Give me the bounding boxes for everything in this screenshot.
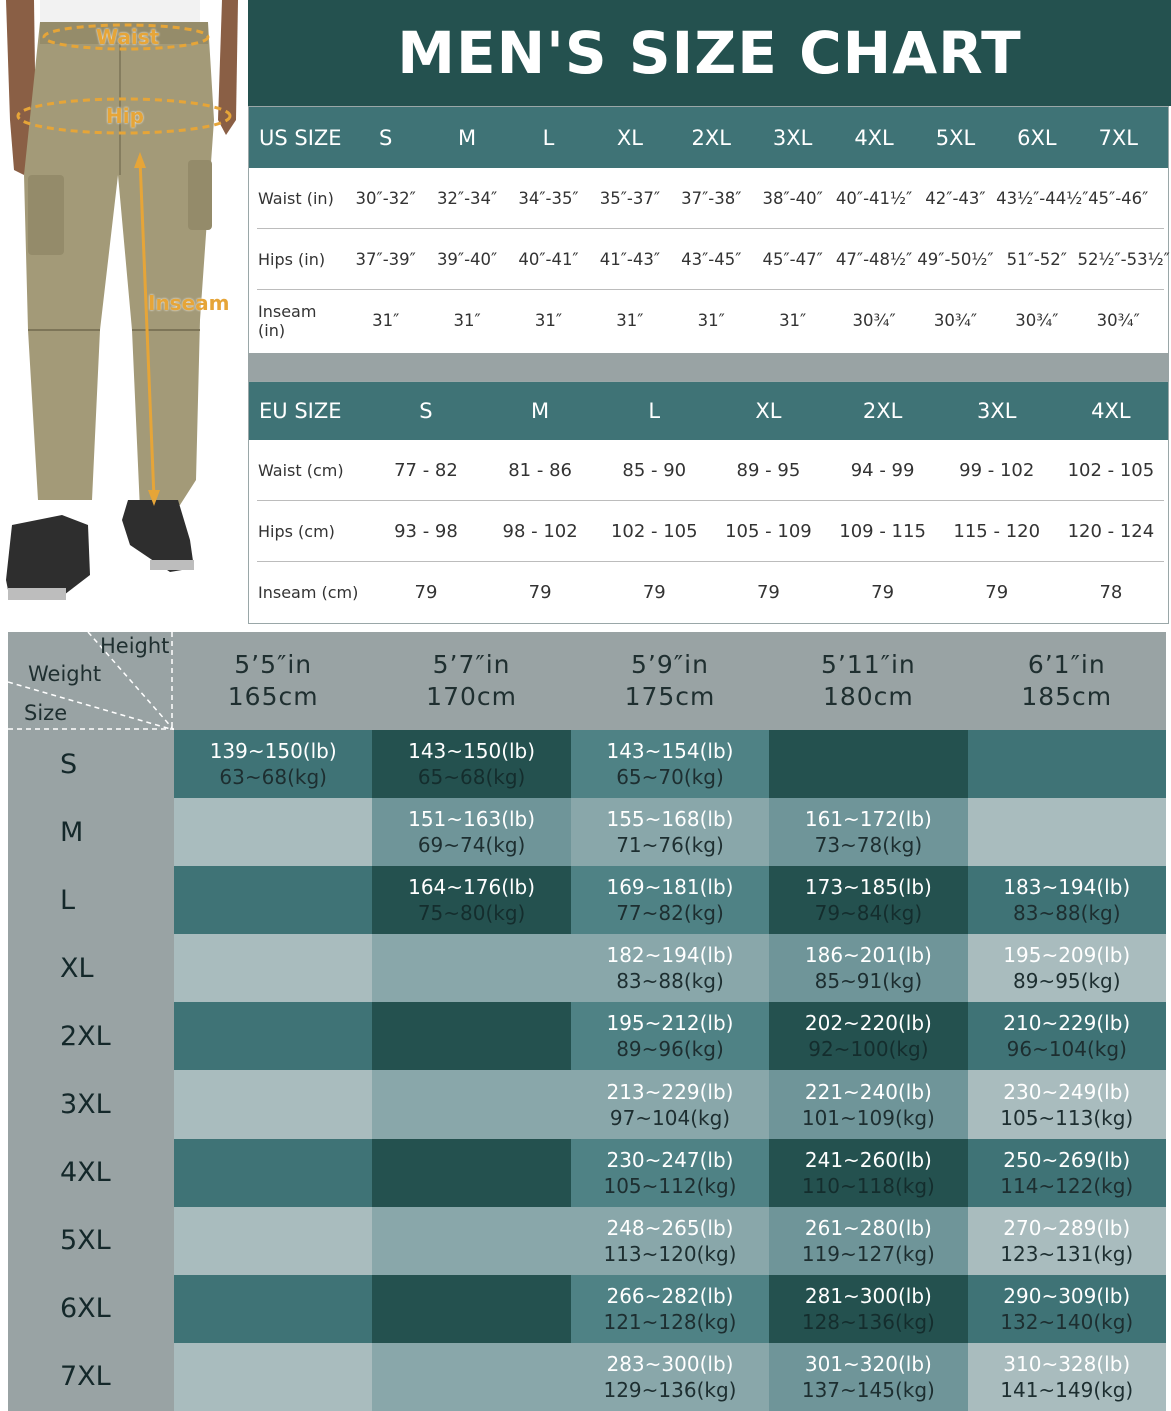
weight-cell xyxy=(174,1207,372,1275)
size-label: 4XL xyxy=(60,1157,111,1189)
us-size-l: L xyxy=(542,125,555,150)
weight-cell xyxy=(372,798,570,866)
table-cell: 51″-52″ xyxy=(1006,250,1067,269)
weight-cells xyxy=(174,730,1166,1411)
us-inseam-row xyxy=(249,290,1168,351)
table-cell: 79 xyxy=(871,582,895,603)
weight-lb: 182~194(lb) xyxy=(606,943,734,968)
us-size-3xl: 3XL xyxy=(772,125,813,150)
us-size-5xl: 5XL xyxy=(935,125,976,150)
weight-lb: 164~176(lb) xyxy=(408,875,536,900)
weight-cell xyxy=(968,730,1166,798)
weight-cell xyxy=(372,1070,570,1138)
table-cell: 79 xyxy=(528,582,552,603)
height-cm: 175cm xyxy=(624,682,716,711)
weight-lb: 290~309(lb) xyxy=(1003,1283,1131,1308)
eu-size-l: L xyxy=(648,399,661,423)
table-cell: 78 xyxy=(1099,582,1123,603)
weight-lb: 173~185(lb) xyxy=(804,875,932,900)
weight-cell xyxy=(174,798,372,866)
size-label: S xyxy=(60,748,78,780)
weight-cell xyxy=(372,866,570,934)
height-cm: 170cm xyxy=(426,682,517,711)
eu-size-4xl: 4XL xyxy=(1091,399,1131,423)
eu-size-header-label: EU SIZE xyxy=(259,399,342,423)
separator-band xyxy=(248,353,1169,381)
height-ft: 6’1″in xyxy=(1027,650,1106,679)
table-cell: 89 - 95 xyxy=(736,460,801,481)
weight-cell xyxy=(968,1343,1166,1411)
table-cell: 77 - 82 xyxy=(394,460,458,481)
eu-row-label: Hips (cm) xyxy=(258,522,335,541)
table-cell: 99 - 102 xyxy=(959,460,1035,481)
height-cm: 165cm xyxy=(227,682,319,711)
weight-kg: 96~104(kg) xyxy=(1006,1037,1127,1062)
eu-size-s: S xyxy=(419,399,433,423)
eu-size-m: M xyxy=(531,399,550,423)
page-title: MEN'S SIZE CHART xyxy=(397,19,1022,87)
weight-cell xyxy=(174,730,372,798)
height-header xyxy=(174,632,372,730)
table-cell: 43″-45″ xyxy=(681,250,742,269)
weight-kg: 83~88(kg) xyxy=(1012,901,1121,926)
weight-cell xyxy=(174,866,372,934)
us-size-table xyxy=(248,106,1169,354)
table-cell: 32″-34″ xyxy=(436,189,498,208)
table-cell: 79 xyxy=(756,582,780,603)
weight-cell xyxy=(769,866,967,934)
us-row-label: Hips (in) xyxy=(258,250,326,269)
table-cell: 35″-37″ xyxy=(599,189,660,208)
table-cell: 34″-35″ xyxy=(518,189,579,208)
weight-cell xyxy=(571,934,769,1002)
weight-kg: 105~112(kg) xyxy=(603,1173,737,1198)
weight-lb: 155~168(lb) xyxy=(606,807,734,832)
weight-kg: 65~68(kg) xyxy=(417,765,526,790)
weight-lb: 310~328(lb) xyxy=(1003,1351,1131,1376)
table-cell: 31″ xyxy=(697,311,725,330)
weight-lb: 248~265(lb) xyxy=(606,1215,734,1240)
weight-cell xyxy=(769,934,967,1002)
eu-row-label: Waist (cm) xyxy=(258,461,344,480)
size-label: 2XL xyxy=(60,1020,111,1052)
weight-cell xyxy=(769,1343,967,1411)
table-cell: 105 - 109 xyxy=(725,521,812,542)
weight-height-grid xyxy=(8,632,1166,1411)
table-cell: 79 xyxy=(414,582,438,603)
weight-kg: 73~78(kg) xyxy=(814,833,923,858)
weight-lb: 281~300(lb) xyxy=(804,1283,932,1308)
weight-kg: 89~96(kg) xyxy=(616,1037,724,1062)
table-cell: 30¾″ xyxy=(1015,311,1059,330)
size-label: L xyxy=(60,884,76,916)
size-label: XL xyxy=(60,952,94,984)
us-size-s: S xyxy=(379,125,393,150)
height-cm: 180cm xyxy=(822,682,914,711)
weight-cell xyxy=(372,1275,570,1343)
table-cell: 42″-43″ xyxy=(925,189,986,208)
weight-kg: 63~68(kg) xyxy=(219,765,327,790)
height-header xyxy=(372,632,570,730)
height-header xyxy=(968,632,1166,730)
weight-kg: 77~82(kg) xyxy=(616,901,724,926)
weight-cell xyxy=(372,1002,570,1070)
weight-lb: 230~247(lb) xyxy=(606,1147,734,1172)
weight-lb: 266~282(lb) xyxy=(606,1283,734,1308)
weight-kg: 119~127(kg) xyxy=(801,1241,935,1266)
weight-kg: 75~80(kg) xyxy=(417,901,526,926)
weight-lb: 143~154(lb) xyxy=(606,739,734,764)
pants-illustration xyxy=(0,0,248,625)
weight-lb: 270~289(lb) xyxy=(1003,1215,1131,1240)
weight-cell xyxy=(769,1275,967,1343)
weight-cell xyxy=(571,866,769,934)
table-cell: 81 - 86 xyxy=(508,460,572,481)
weight-lb: 151~163(lb) xyxy=(408,807,536,832)
table-cell: 79 xyxy=(985,582,1009,603)
corner-size-label: Size xyxy=(24,701,68,725)
us-waist-row xyxy=(249,168,1168,229)
corner-height-label: Height xyxy=(100,634,170,658)
weight-cell xyxy=(372,730,570,798)
weight-cell xyxy=(571,798,769,866)
weight-lb: 210~229(lb) xyxy=(1003,1011,1131,1036)
weight-kg: 121~128(kg) xyxy=(603,1309,737,1334)
grid-corner xyxy=(8,632,174,730)
size-label: 3XL xyxy=(60,1089,111,1121)
weight-lb: 241~260(lb) xyxy=(804,1147,932,1172)
weight-kg: 65~70(kg) xyxy=(616,765,724,790)
table-cell: 39″-40″ xyxy=(436,250,498,269)
table-cell: 37″-38″ xyxy=(681,189,742,208)
inseam-label: Inseam xyxy=(148,291,230,315)
weight-lb: 230~249(lb) xyxy=(1003,1079,1131,1104)
weight-cell xyxy=(174,1002,372,1070)
waist-label: Waist xyxy=(96,25,160,49)
weight-cell xyxy=(968,866,1166,934)
weight-kg: 83~88(kg) xyxy=(616,969,724,994)
table-cell: 93 - 98 xyxy=(394,521,458,542)
table-cell: 102 - 105 xyxy=(610,521,698,542)
weight-cell xyxy=(769,730,967,798)
table-cell: 79 xyxy=(642,582,666,603)
size-label: M xyxy=(60,816,84,848)
table-cell: 120 - 124 xyxy=(1067,521,1155,542)
table-cell: 98 - 102 xyxy=(502,521,578,542)
us-size-6xl: 6XL xyxy=(1017,125,1057,150)
eu-inseam-row xyxy=(249,562,1168,623)
weight-lb: 195~209(lb) xyxy=(1003,943,1131,968)
us-size-header-row xyxy=(249,107,1168,168)
weight-kg: 97~104(kg) xyxy=(609,1105,731,1130)
corner-weight-label: Weight xyxy=(28,662,102,686)
weight-cell xyxy=(769,1139,967,1207)
table-cell: 31″ xyxy=(779,311,807,330)
table-cell: 38″-40″ xyxy=(762,189,823,208)
us-size-xl: XL xyxy=(616,125,643,150)
weight-kg: 89~95(kg) xyxy=(1012,969,1121,994)
weight-lb: 283~300(lb) xyxy=(606,1351,734,1376)
weight-kg: 132~140(kg) xyxy=(1000,1309,1134,1334)
size-label: 6XL xyxy=(60,1293,111,1325)
weight-lb: 183~194(lb) xyxy=(1003,875,1131,900)
size-label: 5XL xyxy=(60,1225,111,1257)
weight-kg: 128~136(kg) xyxy=(801,1309,935,1334)
weight-cell xyxy=(769,1207,967,1275)
weight-cell xyxy=(571,1207,769,1275)
weight-kg: 110~118(kg) xyxy=(801,1173,935,1198)
weight-lb: 161~172(lb) xyxy=(804,807,932,832)
height-header-row xyxy=(174,632,1166,730)
table-cell: 45″-47″ xyxy=(762,250,823,269)
weight-lb: 195~212(lb) xyxy=(606,1011,734,1036)
table-cell: 47″-48½″ xyxy=(835,250,913,269)
weight-cell xyxy=(571,1139,769,1207)
us-size-header-label: US SIZE xyxy=(259,125,342,150)
weight-cell xyxy=(968,1275,1166,1343)
weight-cell xyxy=(372,1343,570,1411)
us-size-m: M xyxy=(458,125,477,150)
height-header xyxy=(571,632,769,730)
table-cell: 31″ xyxy=(453,311,481,330)
height-ft: 5’7″in xyxy=(432,650,511,679)
weight-cell xyxy=(571,1275,769,1343)
us-size-4xl: 4XL xyxy=(854,125,894,150)
table-cell: 49″-50½″ xyxy=(917,250,994,269)
height-ft: 5’11″in xyxy=(820,650,916,679)
eu-size-3xl: 3XL xyxy=(977,399,1017,423)
title-bar xyxy=(248,0,1171,106)
table-cell: 31″ xyxy=(616,311,644,330)
weight-lb: 250~269(lb) xyxy=(1003,1147,1131,1172)
eu-size-table xyxy=(248,381,1169,624)
weight-kg: 114~122(kg) xyxy=(1000,1173,1134,1198)
table-cell: 40″-41″ xyxy=(518,250,579,269)
table-cell: 30¾″ xyxy=(852,311,896,330)
size-column xyxy=(8,730,174,1411)
us-row-label: Waist (in) xyxy=(258,189,334,208)
weight-lb: 202~220(lb) xyxy=(804,1011,932,1036)
weight-cell xyxy=(372,1207,570,1275)
weight-lb: 169~181(lb) xyxy=(606,875,734,900)
weight-lb: 261~280(lb) xyxy=(804,1215,932,1240)
weight-kg: 123~131(kg) xyxy=(1000,1241,1134,1266)
eu-size-header-row xyxy=(249,382,1168,440)
table-cell: 30″-32″ xyxy=(355,189,416,208)
weight-kg: 105~113(kg) xyxy=(1000,1105,1134,1130)
weight-kg: 137~145(kg) xyxy=(801,1377,935,1402)
weight-cell xyxy=(968,798,1166,866)
us-hips-row xyxy=(249,229,1168,290)
weight-cell xyxy=(571,1343,769,1411)
weight-lb: 221~240(lb) xyxy=(804,1079,932,1104)
table-cell: 102 - 105 xyxy=(1067,460,1155,481)
weight-kg: 113~120(kg) xyxy=(603,1241,737,1266)
weight-cell xyxy=(968,1002,1166,1070)
weight-kg: 129~136(kg) xyxy=(603,1377,737,1402)
weight-cell xyxy=(174,1070,372,1138)
weight-cell xyxy=(372,1139,570,1207)
table-cell: 43½″-44½″ xyxy=(996,189,1089,208)
table-cell: 115 - 120 xyxy=(953,521,1041,542)
weight-kg: 85~91(kg) xyxy=(814,969,923,994)
height-cm: 185cm xyxy=(1021,682,1113,711)
weight-lb: 186~201(lb) xyxy=(804,943,932,968)
weight-cell xyxy=(174,934,372,1002)
table-cell: 31″ xyxy=(372,311,400,330)
eu-row-label: Inseam (cm) xyxy=(258,583,359,602)
table-cell: 30¾″ xyxy=(933,311,977,330)
eu-hips-row xyxy=(249,501,1168,562)
weight-cell xyxy=(571,1070,769,1138)
table-cell: 85 - 90 xyxy=(622,460,687,481)
weight-cell xyxy=(968,1207,1166,1275)
weight-cell xyxy=(174,1139,372,1207)
weight-kg: 92~100(kg) xyxy=(808,1037,929,1062)
table-cell: 40″-41½″ xyxy=(835,189,913,208)
weight-kg: 101~109(kg) xyxy=(801,1105,935,1130)
weight-cell xyxy=(968,1139,1166,1207)
table-cell: 94 - 99 xyxy=(850,460,915,481)
table-cell: 45″-46″ xyxy=(1088,189,1149,208)
weight-kg: 79~84(kg) xyxy=(814,901,923,926)
table-cell: 52½″-53½″ xyxy=(1077,250,1170,269)
weight-kg: 69~74(kg) xyxy=(417,833,526,858)
us-size-7xl: 7XL xyxy=(1098,125,1138,150)
weight-lb: 143~150(lb) xyxy=(408,739,536,764)
weight-cell xyxy=(372,934,570,1002)
weight-cell xyxy=(571,730,769,798)
weight-cell xyxy=(968,934,1166,1002)
weight-cell xyxy=(174,1275,372,1343)
table-cell: 31″ xyxy=(534,311,563,330)
eu-size-xl: XL xyxy=(755,399,782,423)
weight-lb: 301~320(lb) xyxy=(804,1351,932,1376)
table-cell: 109 - 115 xyxy=(839,521,926,542)
weight-kg: 71~76(kg) xyxy=(616,833,724,858)
table-cell: 37″-39″ xyxy=(355,250,416,269)
weight-lb: 139~150(lb) xyxy=(209,739,337,764)
table-cell: 41″-43″ xyxy=(599,250,660,269)
weight-cell xyxy=(769,1070,967,1138)
table-cell: 30¾″ xyxy=(1096,311,1140,330)
hip-label: Hip xyxy=(106,104,144,128)
height-ft: 5’5″in xyxy=(234,650,313,679)
weight-lb: 213~229(lb) xyxy=(606,1079,734,1104)
weight-cell xyxy=(571,1002,769,1070)
weight-cell xyxy=(174,1343,372,1411)
eu-waist-row xyxy=(249,440,1168,501)
height-header xyxy=(769,632,967,730)
weight-kg: 141~149(kg) xyxy=(1000,1377,1134,1402)
size-label: 7XL xyxy=(60,1361,111,1393)
us-row-label: Inseam (in) xyxy=(258,301,317,340)
us-size-2xl: 2XL xyxy=(691,125,731,150)
weight-cell xyxy=(769,798,967,866)
eu-size-2xl: 2XL xyxy=(862,399,903,423)
weight-cell xyxy=(968,1070,1166,1138)
weight-cell xyxy=(769,1002,967,1070)
height-ft: 5’9″in xyxy=(631,650,709,679)
